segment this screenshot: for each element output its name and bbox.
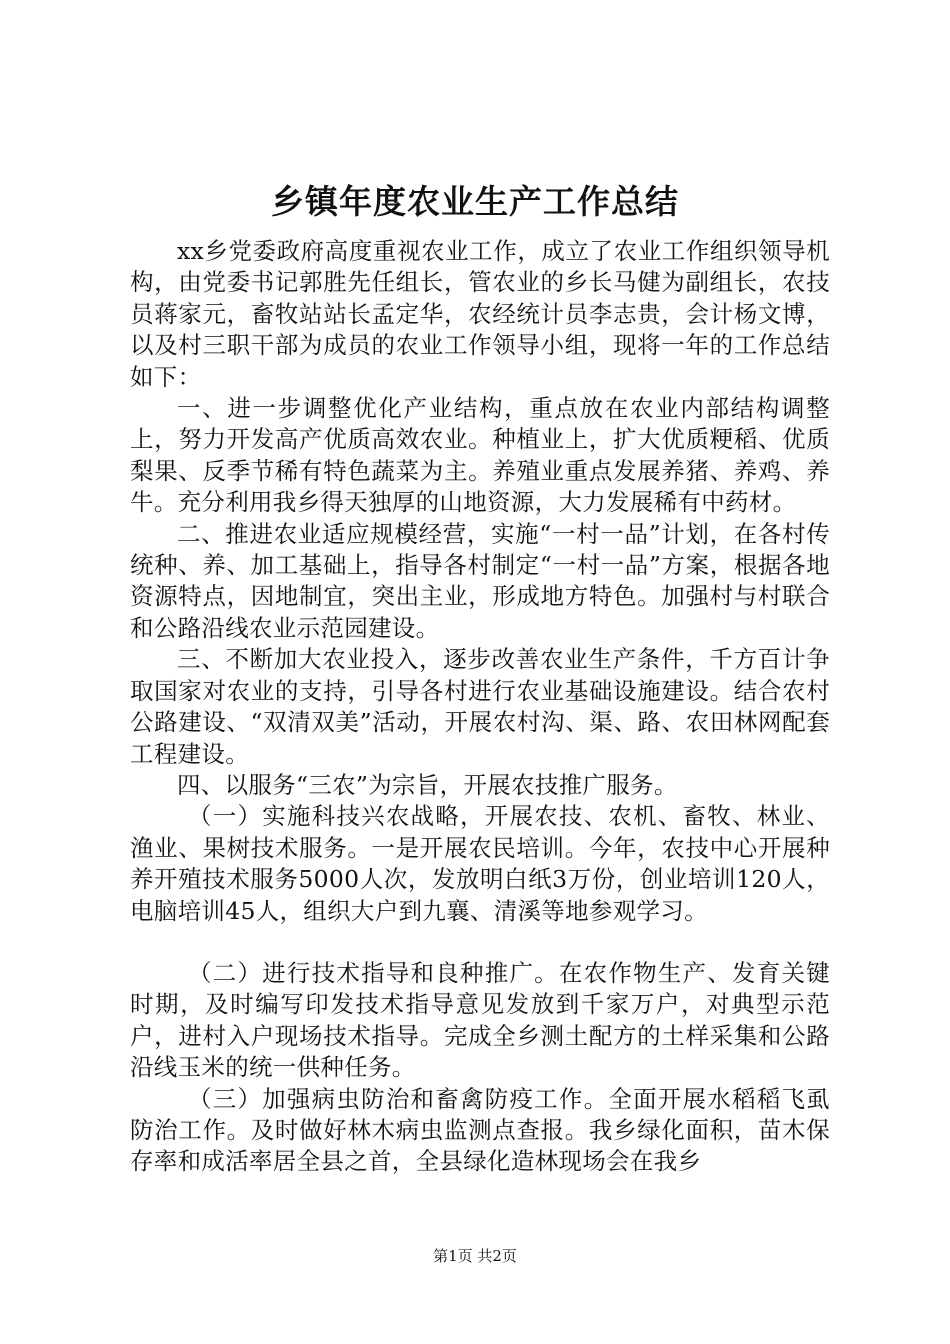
subsection-3-paragraph: （三）加强病虫防治和畜禽防疫工作。全面开展水稻稻飞虱防治工作。及时做好林木病虫监测点查报。我乡绿化面积，苗木保存率和成活率居全县之首，全县绿化造林现场会在我乡 [130,1084,830,1176]
section-4-heading: 四、以服务“三农”为宗旨，开展农技推广服务。 [177,770,678,799]
section-1-paragraph: 一、进一步调整优化产业结构，重点放在农业内部结构调整上，努力开发高产优质高效农业。种植业上，扩大优质粳稻、优质梨果、反季节稀有特色蔬菜为主。养殖业重点发展养猪、养鸡、养牛。充分利用我乡得天独厚的山地资源，大力发展稀有中药材。 [130,394,830,517]
section-3-paragraph: 三、不断加大农业投入，逐步改善农业生产条件，千方百计争取国家对农业的支持，引导各村进行农业基础设施建设。结合农村公路建设、“双清双美”活动，开展农村沟、渠、路、农田林网配套工程建设。 [130,645,830,768]
page-number-footer: 第1页 共2页 [433,1247,517,1265]
subsection-1-paragraph: （一）实施科技兴农战略，开展农技、农机、畜牧、林业、渔业、果树技术服务。一是开展农民培训。今年，农技中心开展种养开殖技术服务5000人次，发放明白纸3万份，创业培训120人，电脑培训45人，组织大户到九襄、清溪等地参观学习。 [130,802,830,925]
section-2-paragraph: 二、推进农业适应规模经营，实施“一村一品”计划，在各村传统种、养、加工基础上，指导各村制定“一村一品”方案，根据各地资源特点，因地制宜，突出主业，形成地方特色。加强村与村联合和公路沿线农业示范园建设。 [130,519,830,642]
subsection-2-paragraph: （二）进行技术指导和良种推广。在农作物生产、发育关键时期，及时编写印发技术指导意见发放到千家万户，对典型示范户，进村入户现场技术指导。完成全乡测土配方的土样采集和公路沿线玉米的统一供种任务。 [130,958,830,1082]
document-title: 乡镇年度农业生产工作总结 [271,182,679,221]
blank-line [130,927,830,958]
intro-paragraph: xx乡党委政府高度重视农业工作，成立了农业工作组织领导机构，由党委书记郭胜先任组长，管农业的乡长马健为副组长，农技员蒋家元，畜牧站站长孟定华，农经统计员李志贵，会计杨文博，以及村三职干部为成员的农业工作领导小组，现将一年的工作总结如下： [130,237,830,391]
document-body [130,236,830,1178]
